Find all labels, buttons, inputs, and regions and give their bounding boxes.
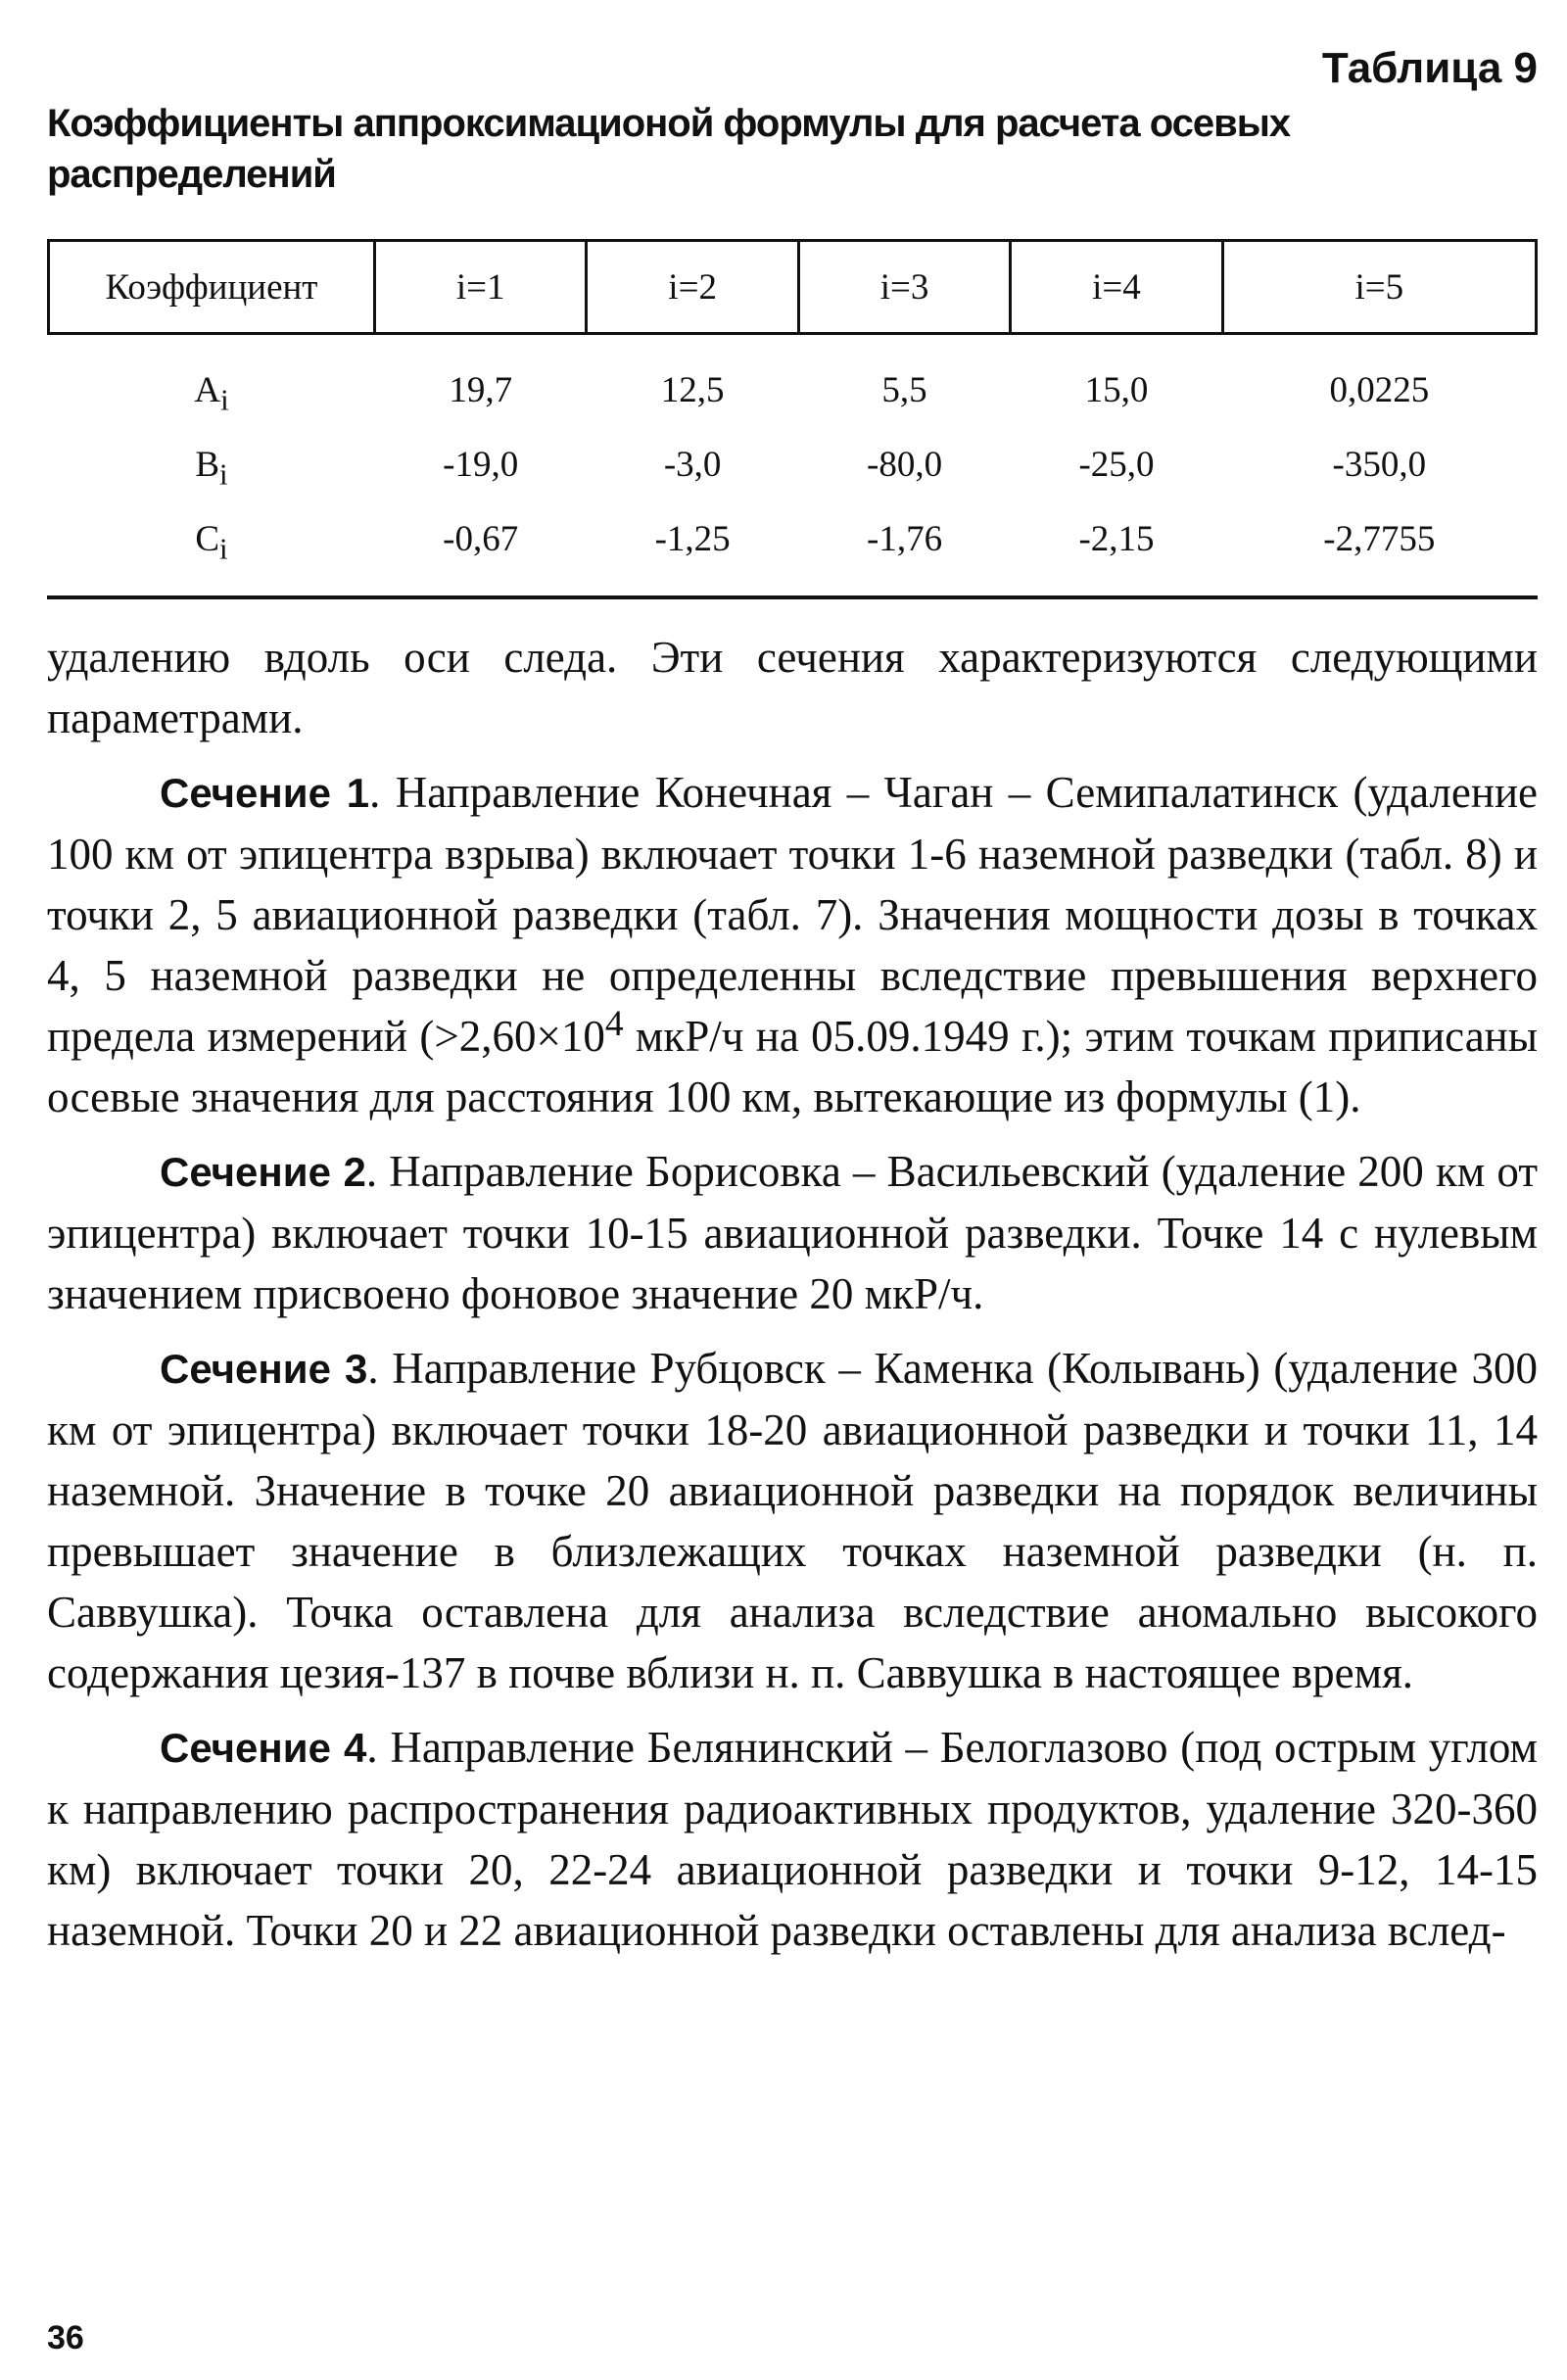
header-cell: i=3 <box>798 241 1010 334</box>
header-cell: i=5 <box>1222 241 1536 334</box>
table-header-row <box>49 241 1537 334</box>
table-cell: -0,67 <box>443 518 519 559</box>
coefficient-table <box>47 239 1538 590</box>
table-cell: 5,5 <box>881 369 927 410</box>
header-cell: i=1 <box>375 241 587 334</box>
table-caption: Коэффициенты аппроксимационой формулы для расчета осевых распределений <box>47 102 1291 196</box>
section-4-paragraph: Сечение 4. Направление Белянинский – Белоглазово (под острым углом к направлению распространения радиоактивных продуктов, удаление 320-360 км) включает точки 20, 22-24 авиационной разведки и точки 9-12, 14-15 наземной. Точки 20 и 22 авиационной разведки оставлены для анализа вслед- <box>47 1723 1538 1955</box>
row-label: $B_i$ <box>195 444 228 491</box>
row-label: $A_i$ <box>194 369 229 416</box>
table-row <box>49 427 1537 501</box>
table-bottom-rule <box>47 595 1538 599</box>
section-4-title: Сечение 4 <box>160 1725 367 1771</box>
table-cell: -3,0 <box>663 444 722 485</box>
page <box>47 39 1538 1975</box>
table-cell: -2,15 <box>1078 518 1155 559</box>
page-number: 36 <box>47 2319 84 2356</box>
section-1-paragraph: Сечение 1. Направление Конечная – Чаган – Семипалатинск (удаление 100 км от эпицентра взрыва) включает точки 1-6 наземной разведки (табл. 8) и точки 2, 5 авиационной разведки (табл. 7). Значения мощности дозы в точках 4, 5 наземной разведки не определенны вследствие превышения верхнего предела измерений ($>2,60\times 10^4$ мкР/ч на 05.09.1949 г.); этим точкам приписаны осевые значения для расстояния 100 км, вытекающие из формулы (1). <box>47 768 1539 1121</box>
section-2-paragraph: Сечение 2. Направление Борисовка – Васильевский (удаление 200 км от эпицентра) включает точки 10-15 авиационной разведки. Точке 14 с нулевым значением присвоено фоновое значение 20 мкР/ч. <box>47 1147 1538 1318</box>
table-cell: -19,0 <box>443 444 519 485</box>
table-cell: -25,0 <box>1078 444 1155 485</box>
table-cell: 15,0 <box>1084 369 1149 410</box>
table-cell: -350,0 <box>1332 444 1427 485</box>
header-cell: i=2 <box>587 241 798 334</box>
table-cell: 12,5 <box>660 369 725 410</box>
row-label: $C_i$ <box>195 518 228 565</box>
section-3-title: Сечение 3 <box>160 1346 368 1392</box>
section-1-title: Сечение 1 <box>160 770 370 816</box>
table-cell: -2,7755 <box>1323 518 1436 559</box>
table-cell: -1,76 <box>867 518 943 559</box>
section-3-paragraph: Сечение 3. Направление Рубцовск – Каменка (Колывань) (удаление 300 км от эпицентра) включает точки 18-20 авиационной разведки и точки 11, 14 наземной. Значение в точке 20 авиационной разведки на порядок величины превышает значение в близлежащих точках наземной разведки (н. п. Саввушка). Точка оставлена для анализа вследствие аномально высокого содержания цезия-137 в почве вблизи н. п. Саввушка в настоящее время. <box>47 1344 1538 1697</box>
table-label: Таблица 9 <box>1321 44 1538 92</box>
table-row <box>49 334 1537 428</box>
table-cell: -1,25 <box>654 518 731 559</box>
table-cell: 19,7 <box>449 369 513 410</box>
table-row <box>49 501 1537 590</box>
table-cell: 0,0225 <box>1329 369 1430 410</box>
section-2-title: Сечение 2 <box>160 1149 366 1195</box>
table-cell: -80,0 <box>867 444 943 485</box>
header-cell: i=4 <box>1011 241 1222 334</box>
intro-paragraph: удалению вдоль оси следа. Эти сечения характеризуются следующими параметрами. <box>47 633 1538 742</box>
header-cell: Коэффициент <box>49 241 375 334</box>
